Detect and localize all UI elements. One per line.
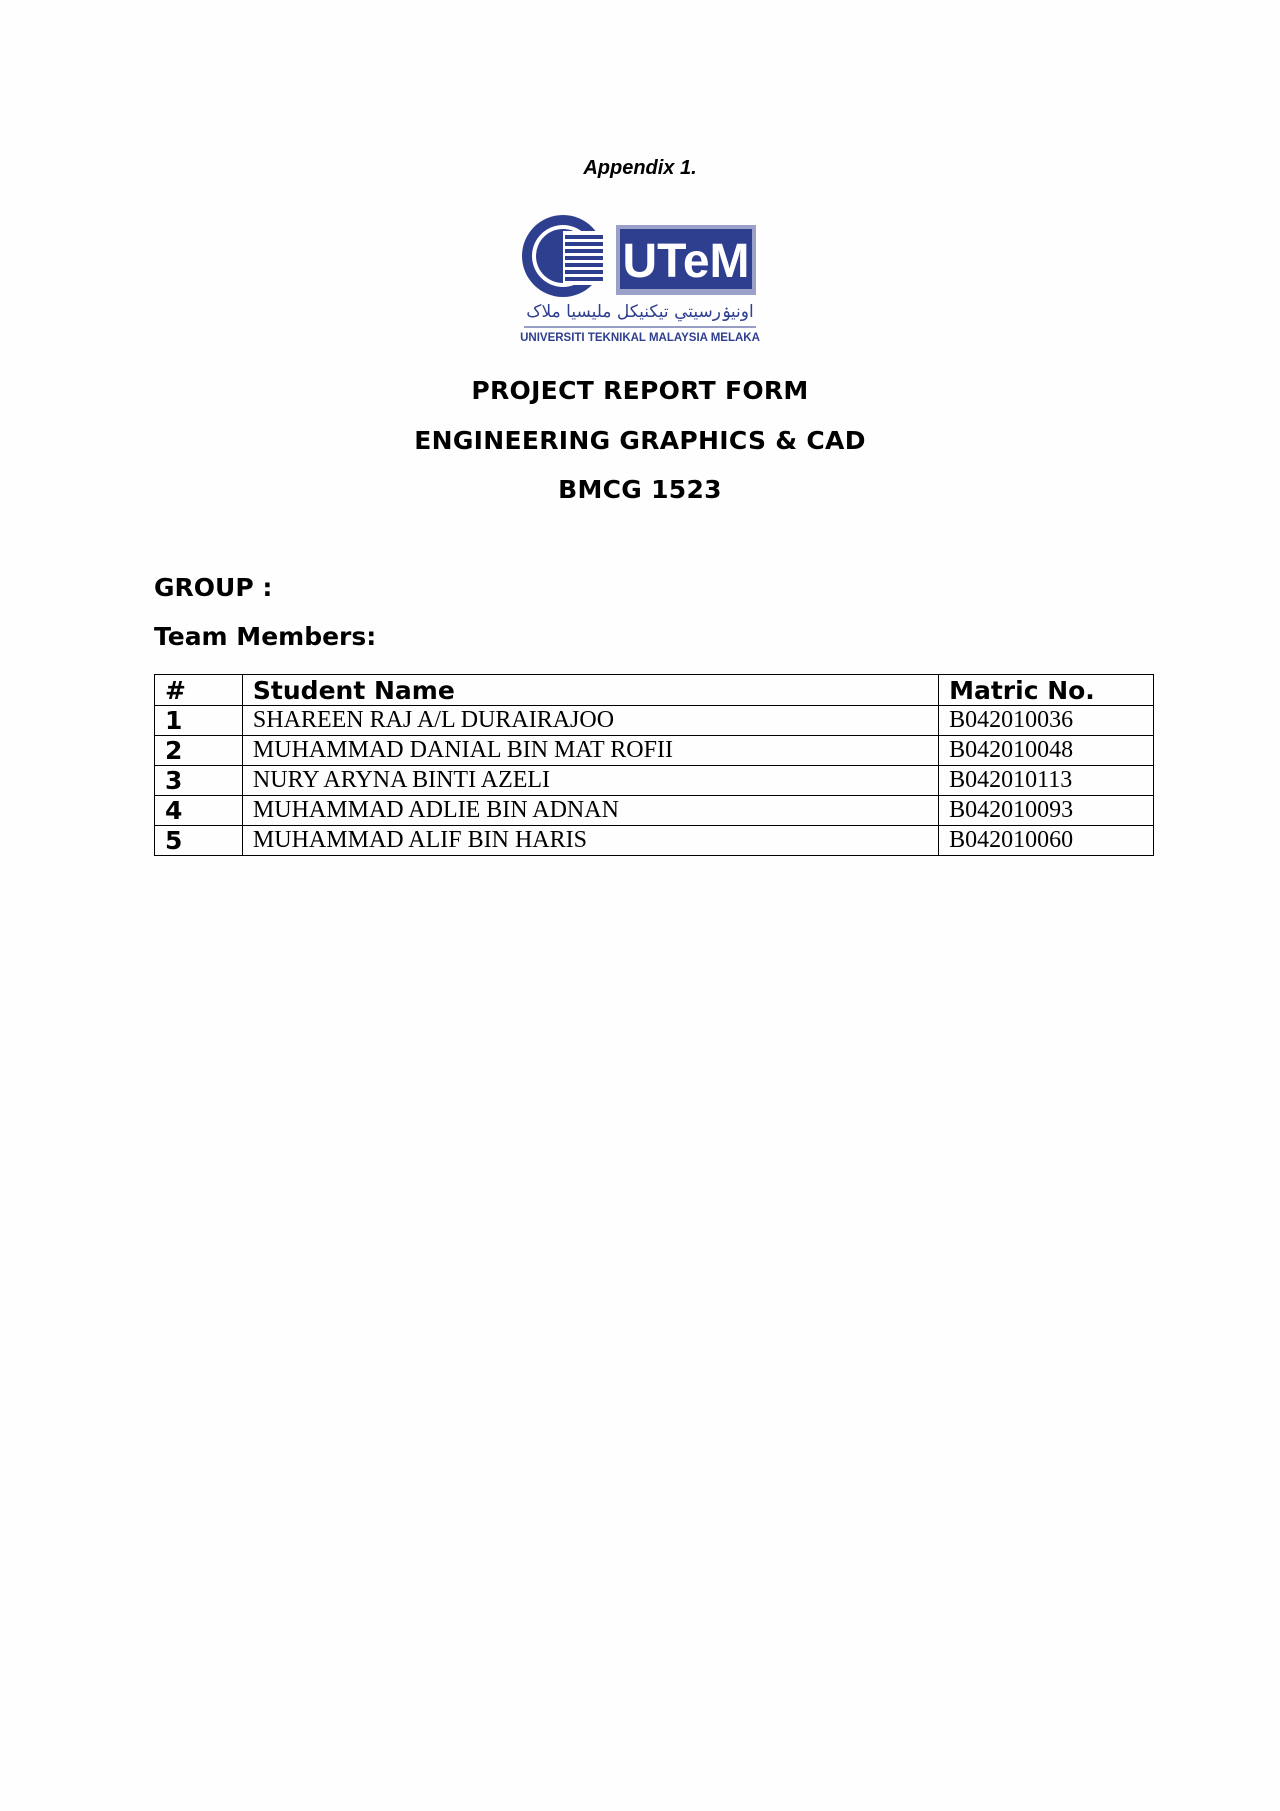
- matric-number: B042010060: [939, 826, 1154, 856]
- university-emblem: [522, 215, 605, 297]
- student-name: MUHAMMAD ADLIE BIN ADNAN: [242, 796, 938, 826]
- form-title: PROJECT REPORT FORM: [471, 376, 809, 405]
- table-row: [155, 766, 1154, 796]
- table-row: [155, 706, 1154, 736]
- logo-university-name: UNIVERSITI TEKNIKAL MALAYSIA MELAKA: [520, 332, 760, 344]
- column-header-matric-no: Matric No.: [939, 675, 1154, 706]
- table-row: [155, 736, 1154, 766]
- utem-logo: [520, 211, 760, 347]
- student-name: MUHAMMAD ALIF BIN HARIS: [242, 826, 938, 856]
- appendix-label: Appendix 1.: [583, 157, 697, 179]
- row-number: 4: [155, 796, 243, 826]
- logo-wordmark: UTeM: [622, 235, 750, 288]
- matric-number: B042010093: [939, 796, 1154, 826]
- course-title: ENGINEERING GRAPHICS & CAD: [414, 426, 866, 455]
- student-name: SHAREEN RAJ A/L DURAIRAJOO: [242, 706, 938, 736]
- row-number: 2: [155, 736, 243, 766]
- student-name: NURY ARYNA BINTI AZELI: [242, 766, 938, 796]
- team-members-table: [154, 674, 1154, 856]
- row-number: 5: [155, 826, 243, 856]
- matric-number: B042010036: [939, 706, 1154, 736]
- row-number: 1: [155, 706, 243, 736]
- group-label-text: GROUP :: [154, 573, 273, 602]
- row-number: 3: [155, 766, 243, 796]
- course-code: BMCG 1523: [558, 475, 722, 504]
- table-row: [155, 826, 1154, 856]
- team-members-label: Team Members:: [154, 622, 377, 651]
- column-header-student-name: Student Name: [242, 675, 938, 706]
- logo-jawi-text: اونيۏرسيتي تيکنيکل مليسيا ملاک: [526, 302, 754, 322]
- matric-number: B042010113: [939, 766, 1154, 796]
- column-header-number: #: [155, 675, 243, 706]
- table-header-row: [155, 675, 1154, 706]
- matric-number: B042010048: [939, 736, 1154, 766]
- student-name: MUHAMMAD DANIAL BIN MAT ROFII: [242, 736, 938, 766]
- group-label: [154, 573, 272, 602]
- table-row: [155, 796, 1154, 826]
